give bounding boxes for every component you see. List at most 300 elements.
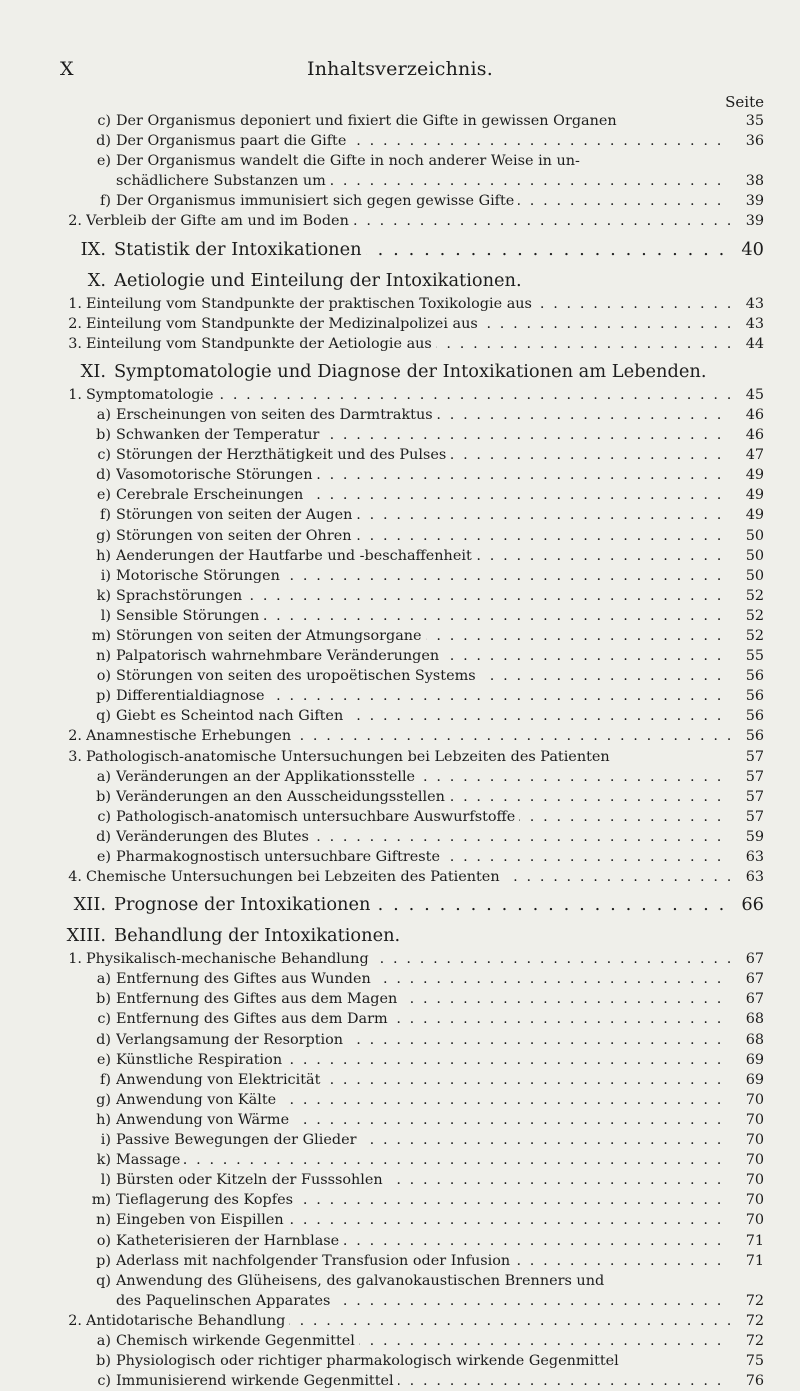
entry-title: Sprachstörungen bbox=[116, 588, 246, 604]
entry-title-wrap bbox=[116, 1291, 730, 1311]
entry-title-wrap bbox=[86, 211, 730, 231]
entry-title-wrap bbox=[116, 171, 730, 191]
toc-entry bbox=[0, 1351, 800, 1371]
entry-title-wrap bbox=[116, 485, 730, 505]
toc-entry bbox=[0, 1070, 800, 1090]
entry-page-number: 39 bbox=[745, 213, 764, 230]
entry-title: Der Organismus deponiert und fixiert die Gifte in gewissen Organen bbox=[116, 113, 621, 129]
toc-section-heading bbox=[0, 922, 800, 949]
entry-title-wrap bbox=[86, 294, 730, 314]
toc-entry bbox=[0, 425, 800, 445]
entry-page-number: 46 bbox=[745, 406, 764, 423]
toc-entry bbox=[0, 767, 800, 787]
entry-title: Statistik der Intoxikationen bbox=[114, 239, 366, 260]
toc-entry bbox=[0, 1331, 800, 1351]
entry-number: b) bbox=[96, 1353, 111, 1370]
entry-title: Symptomatologie bbox=[86, 387, 218, 403]
entry-page-number: 70 bbox=[745, 1172, 764, 1189]
entry-title: Störungen von seiten des uropoëtischen Systems bbox=[116, 668, 480, 684]
entry-number: 2. bbox=[68, 1312, 82, 1329]
entry-page-number: 69 bbox=[745, 1071, 764, 1088]
entry-number: a) bbox=[96, 1332, 111, 1349]
entry-title-wrap bbox=[86, 385, 730, 405]
entry-page-number: 63 bbox=[745, 869, 764, 886]
entry-title: Entfernung des Giftes aus dem Darm bbox=[116, 1011, 392, 1027]
entry-page-number: 71 bbox=[745, 1232, 764, 1249]
entry-title: Erscheinungen von seiten des Darmtraktus bbox=[116, 407, 437, 423]
entry-number: b) bbox=[96, 991, 111, 1008]
entry-title-wrap bbox=[116, 1251, 730, 1271]
entry-page-number: 67 bbox=[745, 951, 764, 968]
entry-title-wrap bbox=[116, 646, 730, 666]
entry-title: Einteilung vom Standpunkte der Aetiologie aus bbox=[86, 336, 436, 352]
entry-number: e) bbox=[96, 487, 111, 504]
toc-section-heading bbox=[0, 358, 800, 385]
entry-page-number: 56 bbox=[745, 668, 764, 685]
toc-entry bbox=[0, 867, 800, 887]
toc-entry bbox=[0, 1190, 800, 1210]
entry-page-number: 57 bbox=[745, 788, 764, 805]
entry-title-wrap bbox=[116, 1371, 730, 1391]
entry-number: l) bbox=[100, 607, 111, 624]
entry-number: XIII. bbox=[66, 925, 106, 947]
entry-number: d) bbox=[96, 1031, 111, 1048]
toc-entry bbox=[0, 1050, 800, 1070]
entry-title: Cerebrale Erscheinungen bbox=[116, 487, 307, 503]
entry-page-number: 49 bbox=[745, 507, 764, 524]
entry-number: 1. bbox=[68, 386, 82, 403]
entry-number: m) bbox=[91, 1192, 111, 1209]
toc-section-heading bbox=[0, 236, 800, 263]
entry-number: c) bbox=[97, 447, 111, 464]
toc-entry bbox=[0, 151, 800, 171]
entry-title: Behandlung der Intoxikationen. bbox=[114, 925, 404, 946]
entry-title: Anamnestische Erhebungen bbox=[86, 728, 295, 744]
toc-entry bbox=[0, 747, 800, 767]
entry-title-wrap bbox=[116, 1050, 730, 1070]
entry-number: 2. bbox=[68, 728, 82, 745]
toc-entry bbox=[0, 566, 800, 586]
toc-entry bbox=[0, 445, 800, 465]
entry-title: Anwendung von Wärme bbox=[116, 1112, 293, 1128]
entry-page-number: 49 bbox=[745, 487, 764, 504]
toc-entry bbox=[0, 1030, 800, 1050]
entry-page-number: 70 bbox=[745, 1091, 764, 1108]
entry-title: Chemisch wirkende Gegenmittel bbox=[116, 1333, 359, 1349]
entry-title: Veränderungen an den Ausscheidungsstellen bbox=[116, 789, 449, 805]
toc-entry bbox=[0, 1210, 800, 1230]
toc-entry bbox=[0, 969, 800, 989]
entry-number: 4. bbox=[68, 869, 82, 886]
entry-number: h) bbox=[96, 1111, 111, 1128]
entry-page-number: 63 bbox=[745, 849, 764, 865]
entry-page-number: 46 bbox=[745, 427, 764, 444]
entry-page-number: 52 bbox=[745, 607, 764, 624]
entry-title-wrap bbox=[116, 111, 730, 131]
entry-title-wrap bbox=[86, 867, 730, 887]
entry-number: n) bbox=[96, 1212, 111, 1229]
entry-number: m) bbox=[91, 627, 111, 644]
entry-page-number: 69 bbox=[745, 1051, 764, 1068]
toc-entry bbox=[0, 989, 800, 1009]
entry-title-wrap bbox=[114, 922, 730, 949]
toc-entry bbox=[0, 505, 800, 525]
toc-entry bbox=[0, 787, 800, 807]
entry-title: Eingeben von Eispillen bbox=[116, 1212, 288, 1228]
entry-title-wrap bbox=[116, 1030, 730, 1050]
entry-title: Bürsten oder Kitzeln der Fusssohlen bbox=[116, 1172, 387, 1188]
entry-number: f) bbox=[100, 193, 111, 210]
toc-entry bbox=[0, 526, 800, 546]
entry-title-wrap bbox=[86, 1311, 730, 1331]
entry-title-wrap bbox=[116, 666, 730, 686]
toc-entry bbox=[0, 686, 800, 706]
entry-page-number: 72 bbox=[745, 1332, 764, 1349]
toc-entry bbox=[0, 171, 800, 191]
entry-number: 3. bbox=[68, 748, 82, 765]
entry-title-wrap bbox=[116, 827, 730, 847]
entry-title: schädlichere Substanzen um bbox=[116, 173, 330, 189]
toc-entry bbox=[0, 1231, 800, 1251]
entry-title-wrap bbox=[116, 505, 730, 525]
entry-title: Prognose der Intoxikationen bbox=[114, 894, 374, 915]
entry-title: Der Organismus paart die Gifte bbox=[116, 133, 350, 149]
entry-number: b) bbox=[96, 788, 111, 805]
entry-title: Passive Bewegungen der Glieder bbox=[116, 1132, 360, 1148]
entry-title-wrap bbox=[114, 891, 730, 918]
entry-title-wrap bbox=[116, 1210, 730, 1230]
entry-title: Anwendung von Kälte bbox=[116, 1092, 280, 1108]
entry-number: a) bbox=[96, 406, 111, 423]
entry-title: Der Organismus wandelt die Gifte in noch anderer Weise in un- bbox=[116, 153, 584, 169]
entry-number: c) bbox=[97, 1373, 111, 1390]
entry-page-number: 38 bbox=[745, 173, 764, 190]
entry-title: Sensible Störungen bbox=[116, 608, 263, 624]
entry-title-wrap bbox=[116, 1150, 730, 1170]
entry-number: XI. bbox=[80, 360, 106, 382]
entry-number: c) bbox=[97, 113, 111, 129]
entry-page-number: 72 bbox=[745, 1292, 764, 1309]
page-header bbox=[0, 58, 800, 82]
seite-label: Seite bbox=[725, 93, 764, 111]
entry-page-number: 43 bbox=[745, 295, 764, 312]
entry-number: e) bbox=[96, 849, 111, 865]
toc-section-heading bbox=[0, 891, 800, 918]
toc-entry bbox=[0, 465, 800, 485]
entry-number: i) bbox=[100, 567, 111, 584]
entry-title: Aetiologie und Einteilung der Intoxikationen. bbox=[114, 270, 526, 291]
entry-title-wrap bbox=[116, 767, 730, 787]
entry-title-wrap bbox=[114, 236, 730, 263]
entry-title-wrap bbox=[116, 1170, 730, 1190]
entry-title: Veränderungen des Blutes bbox=[116, 829, 313, 845]
entry-number: d) bbox=[96, 133, 111, 150]
toc-entry bbox=[0, 191, 800, 211]
entry-title: Störungen von seiten der Atmungsorgane bbox=[116, 628, 426, 644]
entry-title-wrap bbox=[116, 706, 730, 726]
toc-entry bbox=[0, 827, 800, 847]
entry-title-wrap bbox=[116, 807, 730, 827]
toc-entry bbox=[0, 646, 800, 666]
entry-title-wrap bbox=[116, 1130, 730, 1150]
entry-page-number: 71 bbox=[745, 1252, 764, 1269]
entry-title-wrap bbox=[86, 949, 730, 969]
entry-title-wrap bbox=[116, 586, 730, 606]
toc-entry bbox=[0, 314, 800, 334]
entry-title: Verlangsamung der Resorption bbox=[116, 1032, 347, 1048]
entry-title: Tieflagerung des Kopfes bbox=[116, 1192, 297, 1208]
entry-title-wrap bbox=[116, 425, 730, 445]
page-number: X bbox=[60, 58, 74, 80]
toc-entry bbox=[0, 546, 800, 566]
toc-entry bbox=[0, 1311, 800, 1331]
entry-page-number: 67 bbox=[745, 991, 764, 1008]
entry-title: Veränderungen an der Applikationsstelle bbox=[116, 769, 419, 785]
entry-page-number: 57 bbox=[745, 748, 764, 765]
entry-number: k) bbox=[96, 1152, 111, 1169]
entry-page-number: 50 bbox=[745, 547, 764, 564]
entry-page-number: 47 bbox=[745, 447, 764, 464]
toc-entry bbox=[0, 726, 800, 746]
entry-number: n) bbox=[96, 648, 111, 665]
entry-page-number: 50 bbox=[745, 527, 764, 544]
running-title: Inhaltsverzeichnis. bbox=[307, 58, 493, 80]
entry-title: Störungen von seiten der Augen bbox=[116, 507, 356, 523]
entry-title: Störungen der Herzthätigkeit und des Pulses bbox=[116, 447, 450, 463]
entry-title-wrap bbox=[116, 787, 730, 807]
entry-title: Verbleib der Gifte am und im Boden bbox=[86, 213, 353, 229]
toc-entry bbox=[0, 405, 800, 425]
entry-number: a) bbox=[96, 971, 111, 988]
entry-page-number: 75 bbox=[745, 1353, 764, 1370]
entry-title-wrap bbox=[116, 131, 730, 151]
entry-number: e) bbox=[96, 153, 111, 170]
toc-entry bbox=[0, 1271, 800, 1291]
entry-title: Entfernung des Giftes aus dem Magen bbox=[116, 991, 401, 1007]
entry-number: l) bbox=[100, 1172, 111, 1189]
entry-title-wrap bbox=[116, 546, 730, 566]
entry-title: Schwanken der Temperatur bbox=[116, 427, 323, 443]
entry-title: des Paquelinschen Apparates bbox=[116, 1293, 334, 1309]
entry-page-number: 66 bbox=[741, 894, 764, 916]
entry-title: Aderlass mit nachfolgender Transfusion oder Infusion bbox=[116, 1253, 514, 1269]
table-of-contents bbox=[0, 111, 800, 1391]
toc-entry bbox=[0, 294, 800, 314]
entry-page-number: 57 bbox=[745, 768, 764, 785]
entry-title: Pathologisch-anatomisch untersuchbare Auswurfstoffe bbox=[116, 809, 519, 825]
entry-title: Einteilung vom Standpunkte der Medizinalpolizei aus bbox=[86, 316, 482, 332]
toc-entry bbox=[0, 1291, 800, 1311]
entry-title-wrap bbox=[116, 1070, 730, 1090]
entry-title: Symptomatologie und Diagnose der Intoxikationen am Lebenden. bbox=[114, 361, 711, 382]
entry-title-wrap bbox=[116, 847, 730, 867]
entry-number: i) bbox=[100, 1132, 111, 1149]
entry-page-number: 52 bbox=[745, 627, 764, 644]
entry-page-number: 67 bbox=[745, 971, 764, 988]
entry-title: Pathologisch-anatomische Untersuchungen bei Lebzeiten des Patienten bbox=[86, 749, 614, 765]
entry-title: Differentialdiagnose bbox=[116, 688, 269, 704]
toc-entry bbox=[0, 586, 800, 606]
entry-page-number: 56 bbox=[745, 728, 764, 745]
entry-page-number: 70 bbox=[745, 1111, 764, 1128]
entry-page-number: 59 bbox=[745, 828, 764, 845]
entry-title: Anwendung von Elektricität bbox=[116, 1072, 324, 1088]
entry-title: Pharmakognostisch untersuchbare Giftreste bbox=[116, 849, 444, 865]
entry-number: f) bbox=[100, 1071, 111, 1088]
entry-title-wrap bbox=[116, 1351, 730, 1371]
entry-title-wrap bbox=[116, 1190, 730, 1210]
entry-title: Anwendung des Glüheisens, des galvanokaustischen Brenners und bbox=[116, 1273, 608, 1289]
entry-page-number: 39 bbox=[745, 193, 764, 210]
entry-number: f) bbox=[100, 507, 111, 524]
entry-page-number: 70 bbox=[745, 1212, 764, 1229]
entry-title: Massage bbox=[116, 1152, 184, 1168]
entry-page-number: 72 bbox=[745, 1312, 764, 1329]
entry-title: Giebt es Scheintod nach Giften bbox=[116, 708, 347, 724]
toc-entry bbox=[0, 949, 800, 969]
entry-title-wrap bbox=[116, 1231, 730, 1251]
entry-title: Antidotarische Behandlung bbox=[86, 1313, 289, 1329]
entry-page-number: 70 bbox=[745, 1132, 764, 1149]
entry-number: 2. bbox=[68, 213, 82, 230]
entry-page-number: 56 bbox=[745, 708, 764, 725]
entry-page-number: 49 bbox=[745, 467, 764, 484]
toc-entry bbox=[0, 1251, 800, 1271]
entry-title-wrap bbox=[116, 1009, 730, 1029]
entry-number: k) bbox=[96, 587, 111, 604]
entry-title: Vasomotorische Störungen bbox=[116, 467, 316, 483]
entry-number: 1. bbox=[68, 951, 82, 968]
entry-number: g) bbox=[96, 527, 111, 544]
entry-number: q) bbox=[96, 1272, 111, 1289]
entry-title-wrap bbox=[116, 626, 730, 646]
entry-title-wrap bbox=[114, 267, 730, 294]
entry-number: p) bbox=[96, 1252, 111, 1269]
toc-entry bbox=[0, 111, 800, 131]
entry-page-number: 57 bbox=[745, 808, 764, 825]
entry-number: 2. bbox=[68, 315, 82, 332]
entry-title-wrap bbox=[116, 1331, 730, 1351]
entry-title-wrap bbox=[116, 686, 730, 706]
entry-page-number: 35 bbox=[745, 113, 764, 129]
entry-title-wrap bbox=[116, 1090, 730, 1110]
entry-page-number: 45 bbox=[745, 386, 764, 403]
entry-number: o) bbox=[96, 1232, 111, 1249]
entry-number: 1. bbox=[68, 295, 82, 312]
toc-entry bbox=[0, 385, 800, 405]
toc-entry bbox=[0, 626, 800, 646]
entry-title-wrap bbox=[116, 526, 730, 546]
entry-title-wrap bbox=[116, 191, 730, 211]
entry-title: Physiologisch oder richtiger pharmakologisch wirkende Gegenmittel bbox=[116, 1353, 623, 1369]
entry-page-number: 44 bbox=[745, 335, 764, 352]
entry-title-wrap bbox=[116, 151, 730, 171]
toc-entry bbox=[0, 334, 800, 354]
entry-title: Palpatorisch wahrnehmbare Veränderungen bbox=[116, 648, 443, 664]
entry-title-wrap bbox=[116, 606, 730, 626]
entry-title: Physikalisch-mechanische Behandlung bbox=[86, 951, 373, 967]
entry-page-number: 50 bbox=[745, 567, 764, 584]
entry-title-wrap bbox=[116, 1271, 730, 1291]
entry-page-number: 70 bbox=[745, 1152, 764, 1169]
entry-title: Einteilung vom Standpunkte der praktischen Toxikologie aus bbox=[86, 296, 536, 312]
entry-number: a) bbox=[96, 768, 111, 785]
toc-entry bbox=[0, 606, 800, 626]
entry-page-number: 36 bbox=[745, 133, 764, 150]
toc-entry bbox=[0, 1150, 800, 1170]
entry-page-number: 52 bbox=[745, 587, 764, 604]
entry-number: g) bbox=[96, 1091, 111, 1108]
entry-title-wrap bbox=[116, 445, 730, 465]
entry-title-wrap bbox=[114, 358, 730, 385]
toc-entry bbox=[0, 807, 800, 827]
entry-page-number: 40 bbox=[741, 238, 764, 260]
entry-title-wrap bbox=[86, 334, 730, 354]
toc-entry bbox=[0, 211, 800, 231]
entry-number: e) bbox=[96, 1051, 111, 1068]
toc-entry bbox=[0, 1009, 800, 1029]
toc-entry bbox=[0, 1170, 800, 1190]
entry-page-number: 76 bbox=[745, 1373, 764, 1390]
toc-entry bbox=[0, 1130, 800, 1150]
entry-title: Störungen von seiten der Ohren bbox=[116, 528, 356, 544]
entry-title: Katheterisieren der Harnblase bbox=[116, 1233, 343, 1249]
entry-title-wrap bbox=[86, 747, 730, 767]
entry-title: Der Organismus immunisiert sich gegen gewisse Gifte bbox=[116, 193, 518, 209]
entry-number: d) bbox=[96, 467, 111, 484]
entry-title-wrap bbox=[116, 465, 730, 485]
entry-number: IX. bbox=[80, 238, 106, 260]
toc-entry bbox=[0, 1090, 800, 1110]
entry-title: Aenderungen der Hautfarbe und -beschaffenheit bbox=[116, 548, 476, 564]
toc-entry bbox=[0, 131, 800, 151]
entry-number: h) bbox=[96, 547, 111, 564]
entry-number: q) bbox=[96, 708, 111, 725]
entry-number: XII. bbox=[73, 894, 106, 916]
toc-entry bbox=[0, 1110, 800, 1130]
entry-page-number: 70 bbox=[745, 1192, 764, 1209]
entry-title-wrap bbox=[86, 314, 730, 334]
entry-page-number: 56 bbox=[745, 688, 764, 705]
entry-page-number: 43 bbox=[745, 315, 764, 332]
entry-page-number: 55 bbox=[745, 648, 764, 665]
entry-number: 3. bbox=[68, 335, 82, 352]
entry-title-wrap bbox=[116, 989, 730, 1009]
entry-number: d) bbox=[96, 828, 111, 845]
entry-title: Chemische Untersuchungen bei Lebzeiten des Patienten bbox=[86, 869, 504, 885]
entry-number: X. bbox=[87, 269, 106, 291]
entry-number: o) bbox=[96, 668, 111, 685]
toc-entry bbox=[0, 666, 800, 686]
entry-title: Motorische Störungen bbox=[116, 568, 284, 584]
entry-number: c) bbox=[97, 1011, 111, 1028]
entry-number: c) bbox=[97, 808, 111, 825]
entry-title-wrap bbox=[116, 969, 730, 989]
toc-entry bbox=[0, 1371, 800, 1391]
entry-number: b) bbox=[96, 427, 111, 444]
entry-page-number: 68 bbox=[745, 1011, 764, 1028]
entry-number: p) bbox=[96, 688, 111, 705]
entry-title-wrap bbox=[116, 405, 730, 425]
entry-title: Künstliche Respiration bbox=[116, 1052, 286, 1068]
toc-section-heading bbox=[0, 267, 800, 294]
entry-title-wrap bbox=[116, 566, 730, 586]
toc-entry bbox=[0, 706, 800, 726]
toc-entry bbox=[0, 485, 800, 505]
entry-page-number: 68 bbox=[745, 1031, 764, 1048]
entry-title-wrap bbox=[86, 726, 730, 746]
entry-title: Immunisierend wirkende Gegenmittel bbox=[116, 1373, 398, 1389]
